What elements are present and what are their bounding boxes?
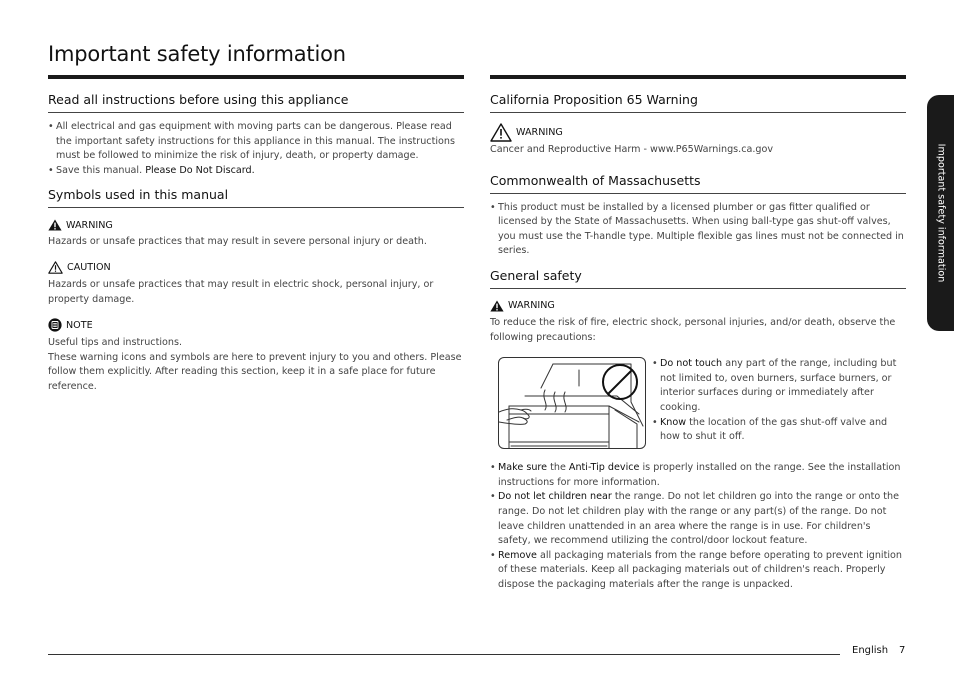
prop65-section xyxy=(490,92,906,158)
title-rule-left xyxy=(48,75,464,79)
caution-description: Hazards or unsafe practices that may result in electric shock, personal injury, or property damage. xyxy=(48,278,434,305)
warning-description: Hazards or unsafe practices that may result in severe personal injury or death. xyxy=(48,236,427,248)
massachusetts-section xyxy=(490,173,906,259)
footer-page-number: 7 xyxy=(899,645,906,656)
prohibited-icon xyxy=(603,365,637,399)
read-all-heading: Read all instructions before using this appliance xyxy=(48,92,464,113)
prop65-heading: California Proposition 65 Warning xyxy=(490,92,906,113)
footer-rule xyxy=(48,654,840,655)
note-description: Useful tips and instructions. xyxy=(48,337,182,349)
warning-outline-icon xyxy=(490,123,512,142)
prop65-text: Cancer and Reproductive Harm - www.P65Warnings.ca.gov xyxy=(490,144,774,155)
read-all-list xyxy=(48,120,464,178)
footer-language: English xyxy=(852,645,889,656)
list-item: • Know the location of the gas shut-off valve and how to shut it off. xyxy=(652,416,906,445)
general-safety-heading: General safety xyxy=(490,268,906,289)
right-column xyxy=(490,92,906,593)
read-all-section xyxy=(48,92,464,178)
list-item: • All electrical and gas equipment with moving parts can be dangerous. Please read the important safety instructions for this appliance in this manual. The instructions must be followed to minimize the risk of injury, death, or property damage. xyxy=(48,120,464,164)
note-label: NOTE xyxy=(48,318,464,332)
list-item: • Make sure the Anti-Tip device is properly installed on the range. See the installation instructions for more information. xyxy=(490,461,906,490)
title-rule-right xyxy=(490,75,906,79)
do-not-discard-text: Please Do Not Discard. xyxy=(145,164,255,176)
note-icon xyxy=(48,318,62,332)
figure-precautions-list xyxy=(652,357,906,449)
list-item: • Remove all packaging materials from the range before operating to prevent ignition of these materials. Keep all packaging materials out of children's reach. Properly dispose the packaging materials after the range is unpacked. xyxy=(490,549,906,593)
caution-outline-icon xyxy=(48,261,63,274)
hot-range-illustration xyxy=(498,357,646,449)
figure-row xyxy=(490,357,906,449)
note-description-2: These warning icons and symbols are here to prevent injury to you and others. Please follow them explicitly. After reading this section, keep it in a safe place for future reference. xyxy=(48,351,462,392)
general-safety-section xyxy=(490,268,906,593)
side-chapter-tab-label: Important safety information xyxy=(935,143,946,283)
warning-filled-icon xyxy=(48,219,62,231)
list-item: • Do not touch any part of the range, including but not limited to, oven burners, surface burners, or interior surfaces during or immediately after cooking. xyxy=(652,357,906,415)
symbols-section xyxy=(48,187,464,394)
warning-label: WARNING xyxy=(48,219,464,231)
prop65-warning-label: WARNING xyxy=(490,123,906,142)
general-intro: To reduce the risk of fire, electric shock, personal injuries, and/or death, observe the following precautions: xyxy=(490,316,896,343)
list-item: • This product must be installed by a licensed plumber or gas fitter qualified or licensed by the State of Massachusetts. When using ball-type gas shut-off valves, you must use the T-handle type. Multiple flexible gas lines must not be connected in series. xyxy=(490,201,906,259)
page-title: Important safety information xyxy=(48,42,346,66)
general-precautions-list xyxy=(490,461,906,592)
left-column xyxy=(48,92,464,395)
warning-filled-icon xyxy=(490,300,504,312)
side-chapter-tab xyxy=(927,95,954,331)
symbols-heading: Symbols used in this manual xyxy=(48,187,464,208)
general-warning-label: WARNING xyxy=(490,300,906,312)
massachusetts-list xyxy=(490,201,906,259)
list-item: • Save this manual. Please Do Not Discard. xyxy=(48,164,464,179)
list-item: • Do not let children near the range. Do not let children go into the range or onto the range. Do not let children play with the range or any part(s) of the range. Do not leave children unattended in an area where the range is in use. For children's safety, we recommend utilizing the control/door lockout feature. xyxy=(490,490,906,548)
massachusetts-heading: Commonwealth of Massachusetts xyxy=(490,173,906,194)
caution-label: CAUTION xyxy=(48,261,464,274)
